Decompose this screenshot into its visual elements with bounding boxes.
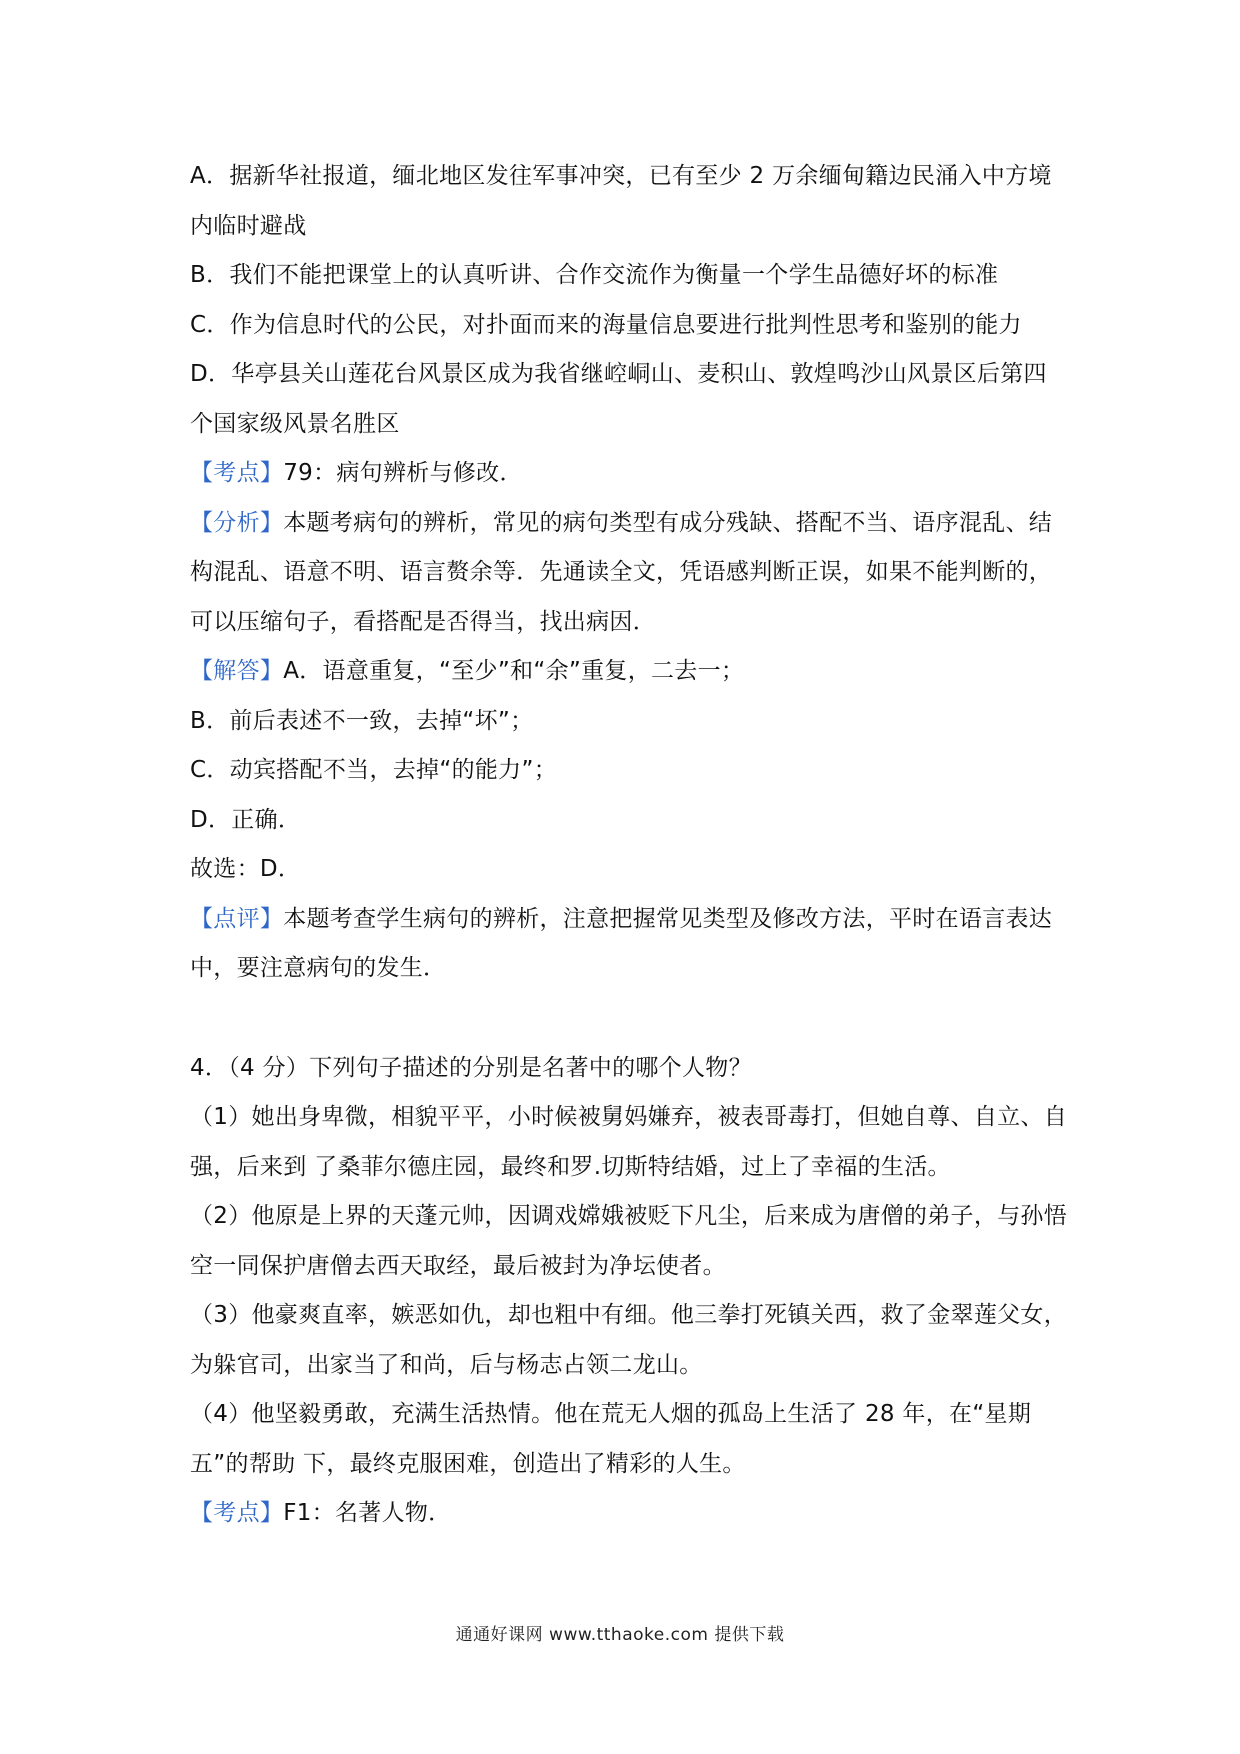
question-4-item-2: （2）他原是上界的天蓬元帅，因调戏嫦娥被贬下凡尘，后来成为唐僧的弟子，与孙悟空一同保护唐僧去西天取经，最后被封为净坛使者。 [190, 1203, 1068, 1279]
kaodian-line [190, 449, 1070, 499]
answer-b: B．前后表述不一致，去掉“坏”； [190, 707, 534, 734]
fenxi-line [190, 499, 1070, 648]
option-a: A．据新华社报道，缅北地区发往军事冲突，已有至少 2 万余缅甸籍边民涌入中方境内临时避战 [190, 163, 1052, 239]
question-4-item-4: （4）他坚毅勇敢，充满生活热情。他在荒无人烟的孤岛上生活了 28 年，在“星期五”的帮助 下，最终克服困难，创造出了精彩的人生。 [190, 1401, 1032, 1477]
q4-kaodian-line [190, 1489, 1070, 1539]
q4-kaodian-text: F1：名著人物． [283, 1500, 452, 1526]
dianping-text: 本题考查学生病句的辨析，注意把握常见类型及修改方法，平时在语言表达中，要注意病句的发生． [190, 905, 1053, 981]
jieda-text: A．语意重复，“至少”和“余”重复，二去一； [283, 658, 745, 684]
jieda-tag: 【解答】 [190, 658, 284, 684]
dianping-line [190, 895, 1070, 994]
option-c: C．作为信息时代的公民，对扑面而来的海量信息要进行批判性思考和鉴别的能力 [190, 311, 1022, 338]
kaodian-text: 79：病句辨析与修改． [283, 460, 523, 486]
question-4-title: 4．（4 分）下列句子描述的分别是名著中的哪个人物？ [190, 1054, 752, 1081]
page-footer: 通通好课网 www.tthaoke.com 提供下载 [455, 1625, 785, 1645]
question-4-item-3: （3）他豪爽直率，嫉恶如仇，却也粗中有细。他三拳打死镇关西，救了金翠莲父女，为躲官司，出家当了和尚，后与杨志占领二龙山。 [190, 1302, 1068, 1378]
option-d: D．华亭县关山莲花台风景区成为我省继崆峒山、麦积山、敦煌鸣沙山风景区后第四个国家级风景名胜区 [190, 361, 1047, 437]
section-gap [190, 994, 1070, 1044]
question-4-item-1: （1）她出身卑微，相貌平平，小时候被舅妈嫌弃，被表哥毒打，但她自尊、自立、自强，后来到 了桑菲尔德庄园，最终和罗.切斯特结婚，过上了幸福的生活。 [190, 1104, 1068, 1180]
q4-kaodian-tag: 【考点】 [190, 1500, 284, 1526]
option-b: B．我们不能把课堂上的认真听讲、合作交流作为衡量一个学生品德好坏的标准 [190, 262, 999, 288]
jieda-line [190, 647, 1070, 697]
fenxi-text: 本题考病句的辨析，常见的病句类型有成分残缺、搭配不当、语序混乱、结构混乱、语意不明、语言赘余等．先通读全文，凭语感判断正误，如果不能判断的，可以压缩句子，看搭配是否得当，找出病因． [190, 509, 1053, 635]
fenxi-tag: 【分析】 [190, 509, 284, 536]
kaodian-tag: 【考点】 [190, 460, 284, 486]
answer-c: C．动宾搭配不当，去掉“的能力”； [190, 757, 557, 783]
answer-d: D．正确． [190, 806, 302, 833]
dianping-tag: 【点评】 [190, 905, 284, 932]
document-body [190, 152, 1070, 1539]
final-choice: 故选：D． [190, 856, 302, 882]
